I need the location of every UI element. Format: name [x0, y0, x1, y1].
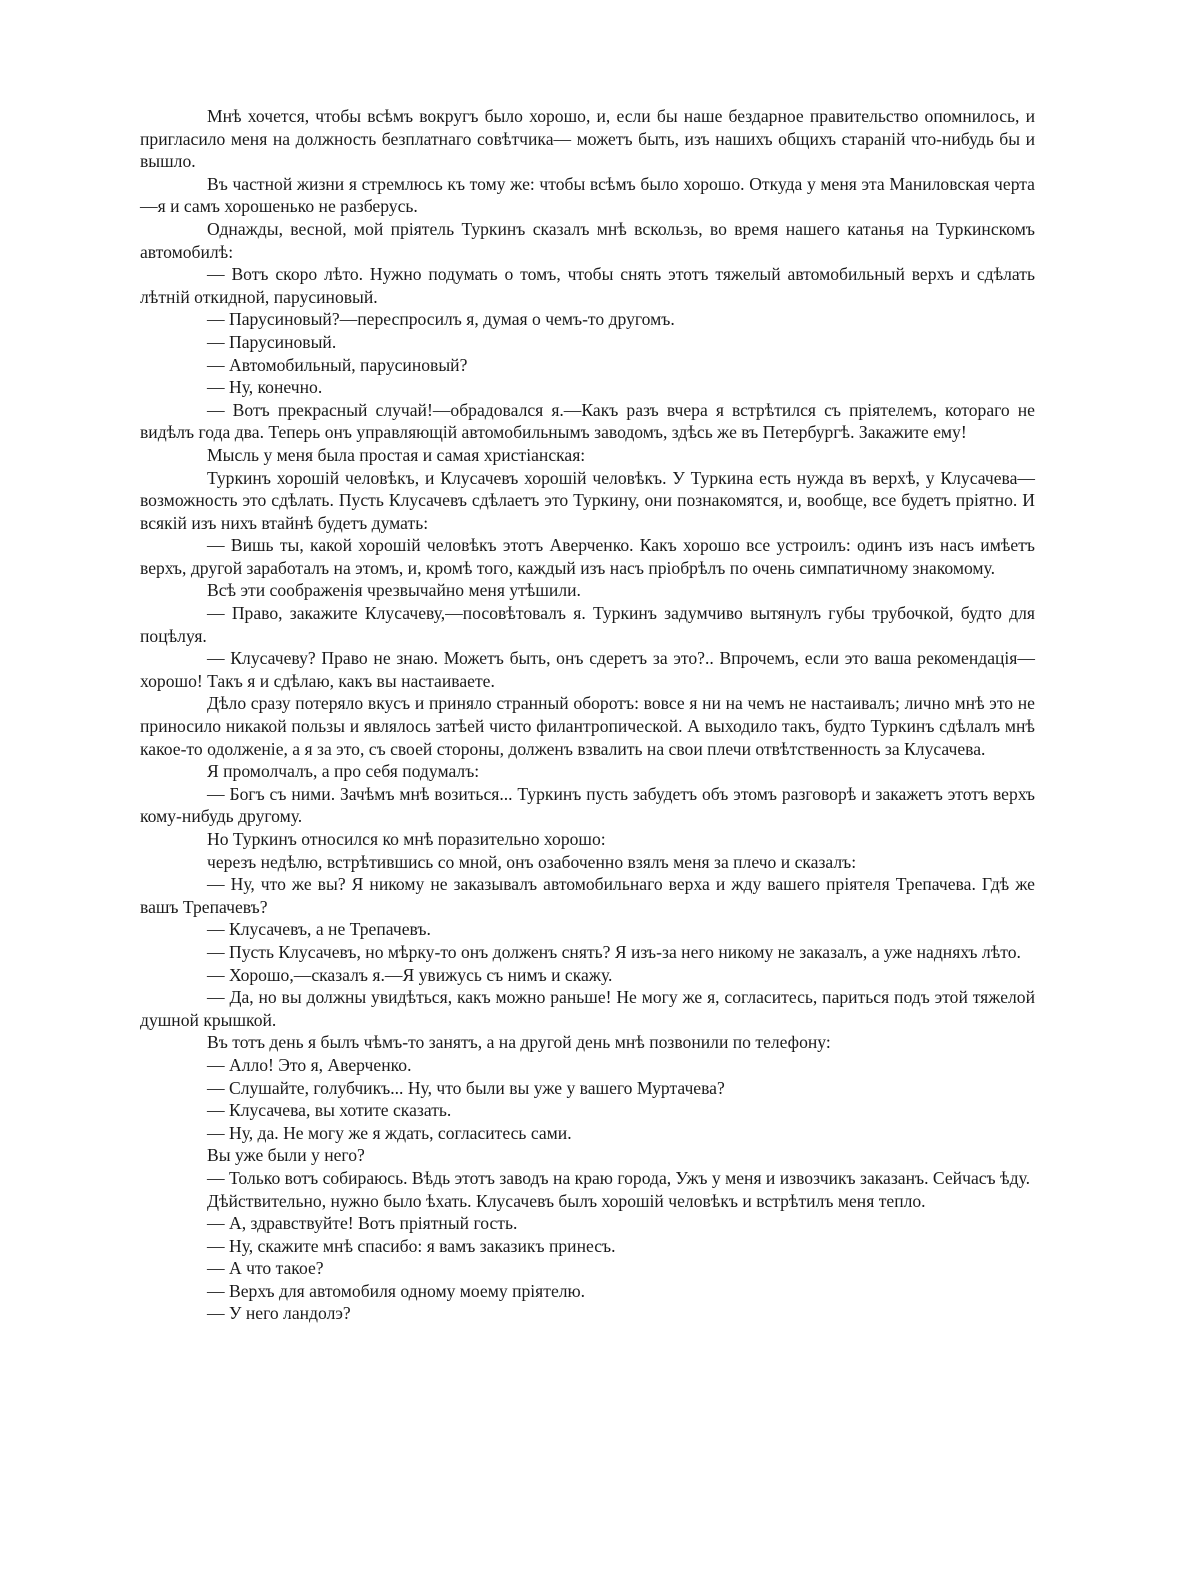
- paragraph: Дѣйствительно, нужно было ѣхать. Клусачевъ былъ хорошій человѣкъ и встрѣтилъ меня тепло.: [207, 1190, 926, 1211]
- paragraph: — А что такое?: [207, 1258, 324, 1279]
- paragraph: — Право, закажите Клусачеву,—посовѣтовалъ я. Туркинъ задумчиво вытянулъ губы трубочкой, будто для поцѣлуя.: [140, 603, 1035, 646]
- paragraph: — Вишь ты, какой хорошій человѣкъ этотъ Аверченко. Какъ хорошо все устроилъ: одинъ изъ насъ имѣетъ верхъ, другой заработалъ на этомъ, и, кромѣ того, каждый изъ насъ пріобрѣлъ по очень симпатичному знакомому.: [140, 535, 1035, 578]
- paragraph: — У него ландолэ?: [207, 1303, 351, 1324]
- paragraph: — Клусачева, вы хотите сказать.: [207, 1100, 452, 1121]
- paragraph: Вы уже были у него?: [207, 1145, 365, 1166]
- paragraph: — Только вотъ собираюсь. Вѣдь этотъ заводъ на краю города, Ужъ у меня и извозчикъ заказанъ. Сейчасъ ѣду.: [207, 1167, 1030, 1188]
- paragraph: Мнѣ хочется, чтобы всѣмъ вокругъ было хорошо, и, если бы наше бездарное правительство опомнилось, и пригласило меня на должность безплатнаго совѣтчика— можетъ быть, изъ нашихъ общихъ стараній что-нибудь бы и вышло.: [140, 106, 1035, 172]
- paragraph: — Хорошо,—сказалъ я.—Я увижусь съ нимъ и скажу.: [207, 964, 613, 985]
- paragraph: — Ну, конечно.: [207, 377, 323, 398]
- paragraph: Однажды, весной, мой пріятель Туркинъ сказалъ мнѣ вскользь, во время нашего катанья на Туркинскомъ автомобилѣ:: [140, 218, 1035, 262]
- paragraph: — Слушайте, голубчикъ... Ну, что были вы уже у вашего Муртачева?: [207, 1077, 725, 1098]
- paragraph: — Клусачеву? Право не знаю. Можетъ быть, онъ сдеретъ за это?.. Впрочемъ, если это ваша рекомендація— хорошо! Такъ я и сдѣлаю, какъ вы настаиваете.: [140, 648, 1035, 691]
- paragraph: черезъ недѣлю, встрѣтившись со мной, онъ озабоченно взялъ меня за плечо и сказалъ:: [207, 851, 857, 872]
- paragraph: — Клусачевъ, а не Трепачевъ.: [207, 919, 431, 940]
- paragraph: — Ну, да. Не могу же я ждать, согласитесь сами.: [207, 1122, 572, 1143]
- paragraph: — Пусть Клусачевъ, но мѣрку-то онъ долженъ снять? Я изъ-за него никому не заказалъ, а уже надняхъ лѣто.: [207, 941, 1021, 962]
- document-body: [140, 105, 1035, 1325]
- paragraph: — Вотъ прекрасный случай!—обрадовался я.—Какъ разъ вчера я встрѣтился съ пріятелемъ, котораго не видѣлъ года два. Теперь онъ управляющій автомобильнымъ заводомъ, здѣсь же въ Петербургѣ. Закажите ему!: [140, 399, 1035, 443]
- paragraph: Всѣ эти соображенія чрезвычайно меня утѣшили.: [207, 580, 581, 601]
- paragraph: Дѣло сразу потеряло вкусъ и приняло странный оборотъ: вовсе я ни на чемъ не настаивалъ; лично мнѣ это не приносило никакой пользы и являлось затѣей чисто филантропической. А выходило такъ, будто Туркинъ сдѣлалъ мнѣ какое-то одолженіе, а я за это, съ своей стороны, долженъ взвалить на свои плечи отвѣтственность за Клусачева.: [140, 693, 1035, 759]
- paragraph: — Парусиновый?—переспросилъ я, думая о чемъ-то другомъ.: [207, 309, 675, 330]
- paragraph: Но Туркинъ относился ко мнѣ поразительно хорошо:: [207, 829, 606, 849]
- paragraph: — Вотъ скоро лѣто. Нужно подумать о томъ, чтобы снять этотъ тяжелый автомобильный верхъ и сдѣлать лѣтній откидной, парусиновый.: [140, 264, 1035, 307]
- paragraph: — Алло! Это я, Аверченко.: [207, 1054, 412, 1075]
- paragraph: Въ частной жизни я стремлюсь къ тому же: чтобы всѣмъ было хорошо. Откуда у меня эта Маниловская черта—я и самъ хорошенько не разберусь.: [140, 173, 1035, 217]
- paragraph: — Да, но вы должны увидѣться, какъ можно раньше! Не могу же я, согласитесь, париться подъ этой тяжелой душной крышкой.: [140, 987, 1035, 1030]
- paragraph: — Ну, скажите мнѣ спасибо: я вамъ заказикъ принесъ.: [207, 1235, 616, 1256]
- paragraph: — А, здравствуйте! Вотъ пріятный гость.: [207, 1213, 518, 1234]
- paragraph: Въ тотъ день я былъ чѣмъ-то занятъ, а на другой день мнѣ позвонили по телефону:: [207, 1032, 831, 1053]
- paragraph: — Автомобильный, парусиновый?: [207, 354, 468, 375]
- paragraph: Мысль у меня была простая и самая христіанская:: [207, 444, 586, 465]
- paragraph: Туркинъ хорошій человѣкъ, и Клусачевъ хорошій человѣкъ. У Туркина есть нужда въ верхѣ, у Клусачева— возможность это сдѣлать. Пусть Клусачевъ сдѣлаетъ это Туркину, они познакомятся, и, вообще, все будетъ пріятно. И всякій изъ нихъ втайнѣ будетъ думать:: [140, 467, 1035, 533]
- paragraph: Я промолчалъ, а про себя подумалъ:: [207, 761, 480, 782]
- paragraph: — Богъ съ ними. Зачѣмъ мнѣ возиться... Туркинъ пусть забудетъ объ этомъ разговорѣ и закажетъ этотъ верхъ кому-нибудь другому.: [140, 783, 1035, 827]
- paragraph: — Ну, что же вы? Я никому не заказывалъ автомобильнаго верха и жду вашего пріятеля Трепачева. Гдѣ же вашъ Трепачевъ?: [140, 874, 1035, 917]
- paragraph: — Верхъ для автомобиля одному моему пріятелю.: [207, 1280, 586, 1301]
- paragraph: — Парусиновый.: [207, 331, 337, 352]
